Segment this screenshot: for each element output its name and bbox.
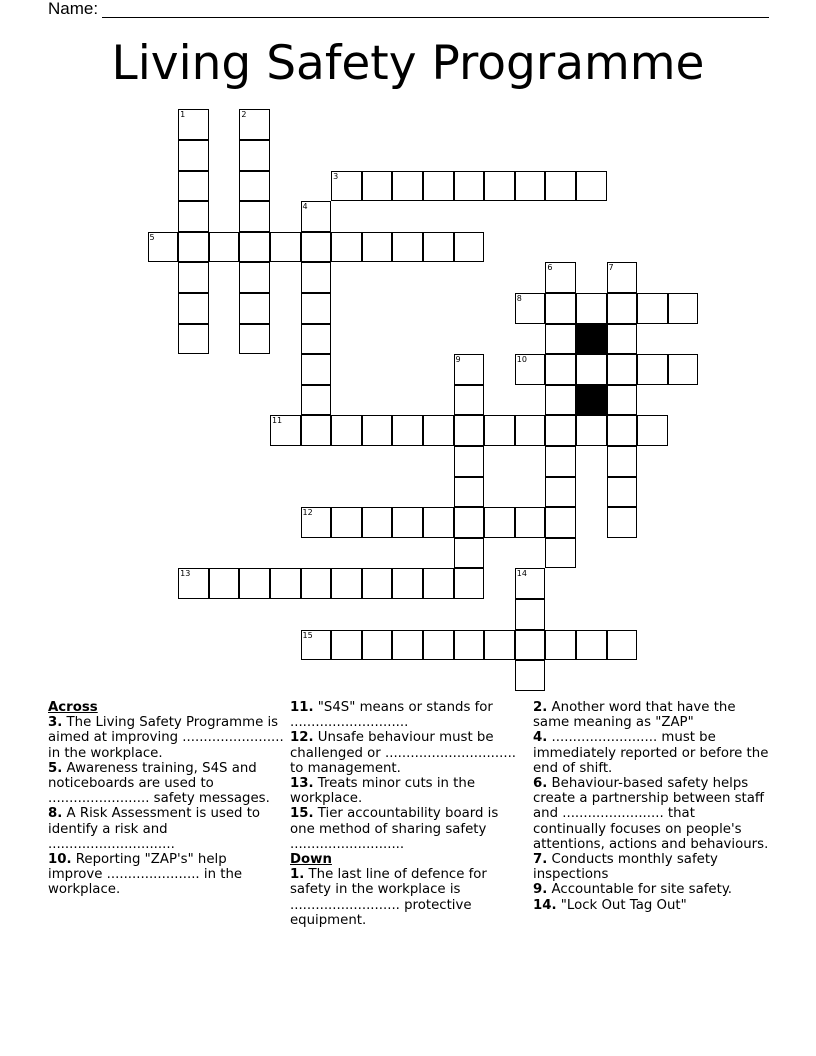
- clue-item: [533, 776, 769, 852]
- clue-number: 12: [302, 508, 313, 518]
- grid-cell[interactable]: [423, 630, 454, 661]
- clue-item-text: Accountable for site safety.: [547, 882, 733, 898]
- grid-cell[interactable]: [239, 109, 270, 140]
- clue-item-text: The Living Safety Programme is aimed at improving ........................ in the workplace.: [48, 715, 284, 761]
- clue-item-number: 7.: [533, 852, 548, 868]
- grid-cell[interactable]: [607, 630, 638, 661]
- grid-cell[interactable]: [484, 630, 515, 661]
- grid-cell[interactable]: [607, 354, 638, 385]
- clue-item-text: "S4S" means or stands for ............................: [290, 700, 493, 731]
- grid-cell[interactable]: [607, 262, 638, 293]
- grid-cell[interactable]: [545, 507, 576, 538]
- grid-cell[interactable]: [362, 232, 393, 263]
- clue-item-text: Behaviour-based safety helps create a partnership between staff and ........................ that continually focuses on people's attentions, actions and behaviours.: [533, 776, 769, 852]
- grid-cell[interactable]: [607, 415, 638, 446]
- clue-item-text: Unsafe behaviour must be challenged or ............................... to management.: [290, 730, 517, 776]
- clue-number: 9: [455, 355, 461, 365]
- grid-cell[interactable]: [454, 538, 485, 569]
- grid-cell[interactable]: [454, 232, 485, 263]
- grid-cell[interactable]: [545, 538, 576, 569]
- clue-item-text: Reporting "ZAP's" help improve ...................... in the workplace.: [48, 852, 243, 898]
- grid-cell[interactable]: [178, 109, 209, 140]
- grid-cell[interactable]: [545, 324, 576, 355]
- clue-number: 4: [302, 202, 308, 212]
- clue-item-number: 8.: [48, 806, 63, 822]
- grid-cell[interactable]: [239, 293, 270, 324]
- grid-cell[interactable]: [515, 630, 546, 661]
- page-title: Living Safety Programme: [111, 36, 705, 91]
- grid-cell[interactable]: [392, 507, 423, 538]
- clue-item-text: Another word that have the same meaning as "ZAP": [533, 700, 736, 731]
- clue-item: [533, 852, 769, 882]
- grid-cell[interactable]: [423, 507, 454, 538]
- grid-cell[interactable]: [178, 201, 209, 232]
- grid-cell[interactable]: [545, 630, 576, 661]
- grid-cell[interactable]: [178, 293, 209, 324]
- clue-number: 13: [180, 569, 191, 579]
- clue-item-number: 3.: [48, 715, 63, 731]
- clue-item-text: ......................... must be immediately reported or before the end of shift.: [533, 730, 769, 776]
- grid-cell[interactable]: [423, 415, 454, 446]
- grid-cell[interactable]: [454, 415, 485, 446]
- down-clue-list: [290, 867, 526, 928]
- clue-item: [48, 806, 284, 852]
- grid-cell[interactable]: [301, 262, 332, 293]
- clue-item: [533, 898, 769, 913]
- grid-cell[interactable]: [148, 232, 179, 263]
- grid-cell[interactable]: [270, 568, 301, 599]
- grid-cell[interactable]: [515, 293, 546, 324]
- clue-number: 6: [547, 263, 553, 273]
- grid-cell[interactable]: [239, 262, 270, 293]
- grid-cell[interactable]: [331, 171, 362, 202]
- grid-cell[interactable]: [331, 630, 362, 661]
- grid-cell[interactable]: [484, 171, 515, 202]
- down-heading: Down: [290, 852, 332, 868]
- clue-number: 3: [333, 171, 339, 181]
- grid-cell[interactable]: [178, 262, 209, 293]
- clue-number: 15: [302, 630, 313, 640]
- grid-cell[interactable]: [331, 232, 362, 263]
- down-clue-list-continued: [533, 700, 769, 913]
- grid-cell[interactable]: [607, 293, 638, 324]
- grid-cell[interactable]: [545, 262, 576, 293]
- grid-cell[interactable]: [576, 171, 607, 202]
- grid-block: [576, 324, 607, 355]
- grid-cell[interactable]: [607, 385, 638, 416]
- grid-cell[interactable]: [545, 293, 576, 324]
- clue-number: 7: [608, 263, 614, 273]
- grid-cell[interactable]: [178, 568, 209, 599]
- clue-item: [290, 776, 526, 806]
- clue-number: 11: [271, 416, 283, 426]
- grid-cell[interactable]: [454, 446, 485, 477]
- grid-cell[interactable]: [239, 201, 270, 232]
- grid-cell[interactable]: [209, 568, 240, 599]
- across-clue-list-continued: [290, 700, 526, 852]
- grid-cell[interactable]: [301, 568, 332, 599]
- clue-item: [48, 852, 284, 898]
- grid-cell[interactable]: [301, 354, 332, 385]
- grid-cell[interactable]: [668, 354, 699, 385]
- clue-item: [533, 882, 769, 897]
- clue-item-number: 6.: [533, 776, 548, 792]
- grid-cell[interactable]: [392, 630, 423, 661]
- grid-cell[interactable]: [454, 507, 485, 538]
- grid-cell[interactable]: [515, 415, 546, 446]
- grid-cell[interactable]: [178, 232, 209, 263]
- grid-cell[interactable]: [484, 415, 515, 446]
- clue-item-number: 10.: [48, 852, 72, 868]
- grid-cell[interactable]: [576, 630, 607, 661]
- grid-cell[interactable]: [668, 293, 699, 324]
- grid-cell[interactable]: [454, 171, 485, 202]
- grid-cell[interactable]: [362, 171, 393, 202]
- grid-cell[interactable]: [484, 507, 515, 538]
- grid-cell[interactable]: [362, 568, 393, 599]
- grid-cell[interactable]: [607, 507, 638, 538]
- clue-item: [290, 806, 526, 852]
- grid-cell[interactable]: [545, 171, 576, 202]
- grid-block: [576, 385, 607, 416]
- grid-cell[interactable]: [576, 293, 607, 324]
- clue-item-text: Conducts monthly safety inspections: [533, 852, 718, 883]
- grid-cell[interactable]: [331, 415, 362, 446]
- clue-item-number: 1.: [290, 867, 305, 883]
- grid-cell[interactable]: [454, 568, 485, 599]
- grid-cell[interactable]: [545, 446, 576, 477]
- clue-item: [533, 700, 769, 730]
- clue-item-text: Treats minor cuts in the workplace.: [290, 776, 476, 807]
- grid-cell[interactable]: [239, 568, 270, 599]
- grid-cell[interactable]: [392, 171, 423, 202]
- grid-cell[interactable]: [515, 507, 546, 538]
- grid-cell[interactable]: [515, 568, 546, 599]
- grid-cell[interactable]: [423, 171, 454, 202]
- grid-cell[interactable]: [301, 324, 332, 355]
- grid-cell[interactable]: [301, 385, 332, 416]
- grid-cell[interactable]: [515, 599, 546, 630]
- clues-column-1: [48, 700, 284, 898]
- across-heading: Across: [48, 700, 98, 715]
- grid-cell[interactable]: [239, 171, 270, 202]
- clues-column-2: [290, 700, 526, 928]
- grid-cell[interactable]: [301, 630, 332, 661]
- clues-column-3: [533, 700, 769, 913]
- grid-cell[interactable]: [270, 415, 301, 446]
- grid-cell[interactable]: [209, 232, 240, 263]
- grid-cell[interactable]: [576, 415, 607, 446]
- grid-cell[interactable]: [362, 415, 393, 446]
- grid-cell[interactable]: [392, 232, 423, 263]
- grid-cell[interactable]: [362, 507, 393, 538]
- clue-item: [48, 761, 284, 807]
- clue-item-number: 2.: [533, 700, 548, 715]
- clue-item-number: 9.: [533, 882, 548, 898]
- grid-cell[interactable]: [301, 507, 332, 538]
- grid-cell[interactable]: [362, 630, 393, 661]
- clue-number: 2: [241, 110, 247, 120]
- clue-item-text: Tier accountability board is one method of sharing safety ...........................: [290, 806, 499, 852]
- grid-cell[interactable]: [454, 630, 485, 661]
- grid-cell[interactable]: [301, 201, 332, 232]
- grid-cell[interactable]: [270, 232, 301, 263]
- grid-cell[interactable]: [178, 324, 209, 355]
- clue-item-number: 4.: [533, 730, 548, 746]
- clue-item: [290, 730, 526, 776]
- grid-cell[interactable]: [545, 477, 576, 508]
- clue-item-text: The last line of defence for safety in the workplace is .......................... protective equipment.: [290, 867, 487, 928]
- clue-item: [533, 730, 769, 776]
- grid-cell[interactable]: [178, 171, 209, 202]
- grid-cell[interactable]: [637, 293, 668, 324]
- clue-number: 8: [516, 294, 522, 304]
- clue-number: 10: [516, 355, 527, 365]
- clue-item-number: 11.: [290, 700, 314, 715]
- grid-cell[interactable]: [301, 293, 332, 324]
- clue-item-text: Awareness training, S4S and noticeboards are used to ........................ safety messages.: [48, 760, 270, 807]
- grid-cell[interactable]: [239, 324, 270, 355]
- grid-cell[interactable]: [515, 354, 546, 385]
- clue-item: [290, 700, 526, 730]
- grid-cell[interactable]: [607, 324, 638, 355]
- grid-cell[interactable]: [331, 568, 362, 599]
- grid-cell[interactable]: [239, 140, 270, 171]
- grid-cell[interactable]: [392, 568, 423, 599]
- grid-cell[interactable]: [637, 354, 668, 385]
- clue-item-text: A Risk Assessment is used to identify a risk and ..............................: [48, 806, 261, 852]
- grid-cell[interactable]: [515, 660, 546, 691]
- clue-item: [48, 715, 284, 761]
- grid-cell[interactable]: [301, 415, 332, 446]
- grid-cell[interactable]: [423, 232, 454, 263]
- clue-item-number: 14.: [533, 897, 557, 913]
- grid-cell[interactable]: [301, 232, 332, 263]
- grid-cell[interactable]: [392, 415, 423, 446]
- name-label: Name:: [48, 0, 99, 18]
- clue-number: 5: [149, 232, 155, 242]
- grid-cell[interactable]: [607, 477, 638, 508]
- grid-cell[interactable]: [178, 140, 209, 171]
- clue-number: 14: [516, 569, 527, 579]
- grid-cell[interactable]: [545, 415, 576, 446]
- grid-cell[interactable]: [637, 415, 668, 446]
- grid-cell[interactable]: [239, 232, 270, 263]
- grid-cell[interactable]: [454, 354, 485, 385]
- clue-number: 1: [180, 110, 186, 120]
- grid-cell[interactable]: [331, 507, 362, 538]
- clue-item-number: 12.: [290, 730, 314, 746]
- clue-item-text: "Lock Out Tag Out": [556, 897, 687, 913]
- grid-cell[interactable]: [576, 354, 607, 385]
- clue-item-number: 5.: [48, 760, 63, 776]
- grid-cell[interactable]: [545, 385, 576, 416]
- clue-item-number: 15.: [290, 806, 314, 822]
- across-clue-list: [48, 715, 284, 897]
- grid-cell[interactable]: [423, 568, 454, 599]
- clue-item-number: 13.: [290, 776, 314, 792]
- grid-cell[interactable]: [454, 385, 485, 416]
- grid-cell[interactable]: [454, 477, 485, 508]
- grid-cell[interactable]: [545, 354, 576, 385]
- grid-cell[interactable]: [607, 446, 638, 477]
- clue-item: [290, 867, 526, 928]
- grid-cell[interactable]: [515, 171, 546, 202]
